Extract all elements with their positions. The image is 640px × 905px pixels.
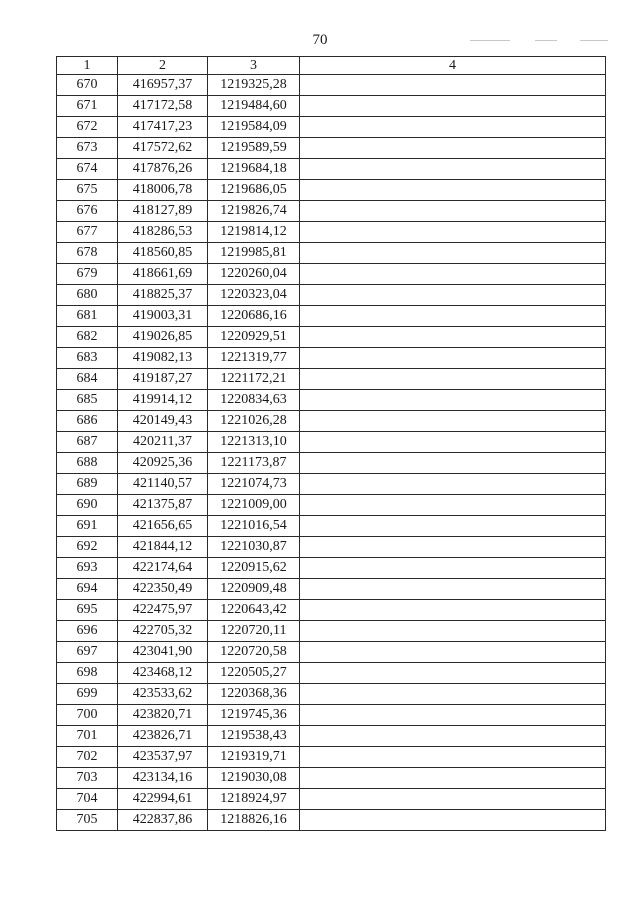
y-coordinate-cell: 1221173,87 <box>208 453 300 474</box>
point-number-cell: 672 <box>57 117 118 138</box>
point-number-cell: 697 <box>57 642 118 663</box>
y-coordinate-cell: 1218924,97 <box>208 789 300 810</box>
x-coordinate-cell: 421375,87 <box>118 495 208 516</box>
table-row <box>57 600 606 621</box>
y-coordinate-cell: 1219814,12 <box>208 222 300 243</box>
point-number-cell: 676 <box>57 201 118 222</box>
x-coordinate-cell: 420925,36 <box>118 453 208 474</box>
note-cell <box>300 264 606 285</box>
point-number-cell: 673 <box>57 138 118 159</box>
point-number-cell: 685 <box>57 390 118 411</box>
note-cell <box>300 243 606 264</box>
table-row <box>57 642 606 663</box>
note-cell <box>300 159 606 180</box>
point-number-cell: 691 <box>57 516 118 537</box>
point-number-cell: 679 <box>57 264 118 285</box>
x-coordinate-cell: 422475,97 <box>118 600 208 621</box>
x-coordinate-cell: 418825,37 <box>118 285 208 306</box>
table-row <box>57 474 606 495</box>
note-cell <box>300 180 606 201</box>
y-coordinate-cell: 1219538,43 <box>208 726 300 747</box>
y-coordinate-cell: 1220834,63 <box>208 390 300 411</box>
x-coordinate-cell: 423041,90 <box>118 642 208 663</box>
point-number-cell: 689 <box>57 474 118 495</box>
x-coordinate-cell: 419026,85 <box>118 327 208 348</box>
note-cell <box>300 579 606 600</box>
note-cell <box>300 705 606 726</box>
note-cell <box>300 117 606 138</box>
table-row <box>57 285 606 306</box>
y-coordinate-cell: 1220505,27 <box>208 663 300 684</box>
table-row <box>57 159 606 180</box>
x-coordinate-cell: 423134,16 <box>118 768 208 789</box>
y-coordinate-cell: 1221319,77 <box>208 348 300 369</box>
column-header-3: 3 <box>208 57 300 75</box>
note-cell <box>300 432 606 453</box>
x-coordinate-cell: 422705,32 <box>118 621 208 642</box>
y-coordinate-cell: 1221016,54 <box>208 516 300 537</box>
table-row <box>57 621 606 642</box>
table-row <box>57 138 606 159</box>
note-cell <box>300 663 606 684</box>
note-cell <box>300 453 606 474</box>
point-number-cell: 686 <box>57 411 118 432</box>
note-cell <box>300 600 606 621</box>
point-number-cell: 678 <box>57 243 118 264</box>
y-coordinate-cell: 1220643,42 <box>208 600 300 621</box>
table-row <box>57 789 606 810</box>
y-coordinate-cell: 1220720,11 <box>208 621 300 642</box>
point-number-cell: 698 <box>57 663 118 684</box>
table-row <box>57 75 606 96</box>
y-coordinate-cell: 1220260,04 <box>208 264 300 285</box>
y-coordinate-cell: 1219030,08 <box>208 768 300 789</box>
point-number-cell: 671 <box>57 96 118 117</box>
x-coordinate-cell: 417172,58 <box>118 96 208 117</box>
table-row <box>57 516 606 537</box>
x-coordinate-cell: 421140,57 <box>118 474 208 495</box>
point-number-cell: 674 <box>57 159 118 180</box>
x-coordinate-cell: 420149,43 <box>118 411 208 432</box>
y-coordinate-cell: 1221030,87 <box>208 537 300 558</box>
point-number-cell: 692 <box>57 537 118 558</box>
point-number-cell: 703 <box>57 768 118 789</box>
note-cell <box>300 96 606 117</box>
table-row <box>57 369 606 390</box>
note-cell <box>300 327 606 348</box>
point-number-cell: 700 <box>57 705 118 726</box>
point-number-cell: 680 <box>57 285 118 306</box>
note-cell <box>300 390 606 411</box>
x-coordinate-cell: 422350,49 <box>118 579 208 600</box>
x-coordinate-cell: 423820,71 <box>118 705 208 726</box>
x-coordinate-cell: 422174,64 <box>118 558 208 579</box>
x-coordinate-cell: 421656,65 <box>118 516 208 537</box>
point-number-cell: 699 <box>57 684 118 705</box>
point-number-cell: 677 <box>57 222 118 243</box>
table-row <box>57 726 606 747</box>
y-coordinate-cell: 1221172,21 <box>208 369 300 390</box>
y-coordinate-cell: 1219985,81 <box>208 243 300 264</box>
point-number-cell: 690 <box>57 495 118 516</box>
point-number-cell: 704 <box>57 789 118 810</box>
y-coordinate-cell: 1220720,58 <box>208 642 300 663</box>
note-cell <box>300 516 606 537</box>
table-row <box>57 327 606 348</box>
x-coordinate-cell: 419187,27 <box>118 369 208 390</box>
y-coordinate-cell: 1220909,48 <box>208 579 300 600</box>
note-cell <box>300 726 606 747</box>
x-coordinate-cell: 423468,12 <box>118 663 208 684</box>
table-row <box>57 705 606 726</box>
note-cell <box>300 789 606 810</box>
note-cell <box>300 747 606 768</box>
y-coordinate-cell: 1220686,16 <box>208 306 300 327</box>
table-header-row <box>57 57 606 75</box>
note-cell <box>300 201 606 222</box>
table-row <box>57 243 606 264</box>
scan-artifact <box>580 40 608 41</box>
y-coordinate-cell: 1219826,74 <box>208 201 300 222</box>
table-row <box>57 453 606 474</box>
note-cell <box>300 306 606 327</box>
table-row <box>57 306 606 327</box>
x-coordinate-cell: 422837,86 <box>118 810 208 831</box>
table-row <box>57 117 606 138</box>
table-row <box>57 180 606 201</box>
y-coordinate-cell: 1219584,09 <box>208 117 300 138</box>
x-coordinate-cell: 418286,53 <box>118 222 208 243</box>
x-coordinate-cell: 417417,23 <box>118 117 208 138</box>
table-row <box>57 579 606 600</box>
y-coordinate-cell: 1219589,59 <box>208 138 300 159</box>
note-cell <box>300 474 606 495</box>
x-coordinate-cell: 418127,89 <box>118 201 208 222</box>
y-coordinate-cell: 1219684,18 <box>208 159 300 180</box>
y-coordinate-cell: 1221074,73 <box>208 474 300 495</box>
note-cell <box>300 222 606 243</box>
note-cell <box>300 558 606 579</box>
y-coordinate-cell: 1220915,62 <box>208 558 300 579</box>
y-coordinate-cell: 1220368,36 <box>208 684 300 705</box>
point-number-cell: 670 <box>57 75 118 96</box>
table-row <box>57 558 606 579</box>
x-coordinate-cell: 418661,69 <box>118 264 208 285</box>
x-coordinate-cell: 418006,78 <box>118 180 208 201</box>
table-row <box>57 264 606 285</box>
y-coordinate-cell: 1221026,28 <box>208 411 300 432</box>
point-number-cell: 693 <box>57 558 118 579</box>
point-number-cell: 688 <box>57 453 118 474</box>
column-header-2: 2 <box>118 57 208 75</box>
coordinates-table <box>56 56 606 831</box>
column-header-1: 1 <box>57 57 118 75</box>
note-cell <box>300 810 606 831</box>
scan-artifact <box>470 40 510 41</box>
x-coordinate-cell: 417572,62 <box>118 138 208 159</box>
x-coordinate-cell: 416957,37 <box>118 75 208 96</box>
x-coordinate-cell: 418560,85 <box>118 243 208 264</box>
table-row <box>57 495 606 516</box>
table-row <box>57 390 606 411</box>
table-row <box>57 96 606 117</box>
table-row <box>57 810 606 831</box>
x-coordinate-cell: 417876,26 <box>118 159 208 180</box>
y-coordinate-cell: 1218826,16 <box>208 810 300 831</box>
note-cell <box>300 537 606 558</box>
x-coordinate-cell: 423537,97 <box>118 747 208 768</box>
x-coordinate-cell: 420211,37 <box>118 432 208 453</box>
note-cell <box>300 768 606 789</box>
point-number-cell: 702 <box>57 747 118 768</box>
table-row <box>57 663 606 684</box>
x-coordinate-cell: 422994,61 <box>118 789 208 810</box>
x-coordinate-cell: 419082,13 <box>118 348 208 369</box>
y-coordinate-cell: 1219319,71 <box>208 747 300 768</box>
y-coordinate-cell: 1221009,00 <box>208 495 300 516</box>
table-row <box>57 432 606 453</box>
table-row <box>57 201 606 222</box>
scan-artifact <box>535 40 557 41</box>
note-cell <box>300 75 606 96</box>
table-row <box>57 747 606 768</box>
point-number-cell: 675 <box>57 180 118 201</box>
point-number-cell: 681 <box>57 306 118 327</box>
x-coordinate-cell: 423533,62 <box>118 684 208 705</box>
point-number-cell: 705 <box>57 810 118 831</box>
point-number-cell: 684 <box>57 369 118 390</box>
y-coordinate-cell: 1219484,60 <box>208 96 300 117</box>
note-cell <box>300 411 606 432</box>
point-number-cell: 683 <box>57 348 118 369</box>
note-cell <box>300 138 606 159</box>
table-row <box>57 684 606 705</box>
point-number-cell: 696 <box>57 621 118 642</box>
point-number-cell: 695 <box>57 600 118 621</box>
note-cell <box>300 684 606 705</box>
x-coordinate-cell: 419003,31 <box>118 306 208 327</box>
y-coordinate-cell: 1219325,28 <box>208 75 300 96</box>
table-row <box>57 411 606 432</box>
y-coordinate-cell: 1221313,10 <box>208 432 300 453</box>
table-row <box>57 537 606 558</box>
point-number-cell: 701 <box>57 726 118 747</box>
point-number-cell: 694 <box>57 579 118 600</box>
y-coordinate-cell: 1219745,36 <box>208 705 300 726</box>
note-cell <box>300 642 606 663</box>
table-row <box>57 768 606 789</box>
x-coordinate-cell: 419914,12 <box>118 390 208 411</box>
note-cell <box>300 285 606 306</box>
table-body <box>57 75 606 831</box>
y-coordinate-cell: 1220929,51 <box>208 327 300 348</box>
x-coordinate-cell: 423826,71 <box>118 726 208 747</box>
column-header-4: 4 <box>300 57 606 75</box>
note-cell <box>300 495 606 516</box>
y-coordinate-cell: 1219686,05 <box>208 180 300 201</box>
note-cell <box>300 621 606 642</box>
note-cell <box>300 369 606 390</box>
table-row <box>57 222 606 243</box>
page-number: 70 <box>312 32 328 48</box>
point-number-cell: 687 <box>57 432 118 453</box>
note-cell <box>300 348 606 369</box>
table-row <box>57 348 606 369</box>
point-number-cell: 682 <box>57 327 118 348</box>
x-coordinate-cell: 421844,12 <box>118 537 208 558</box>
y-coordinate-cell: 1220323,04 <box>208 285 300 306</box>
